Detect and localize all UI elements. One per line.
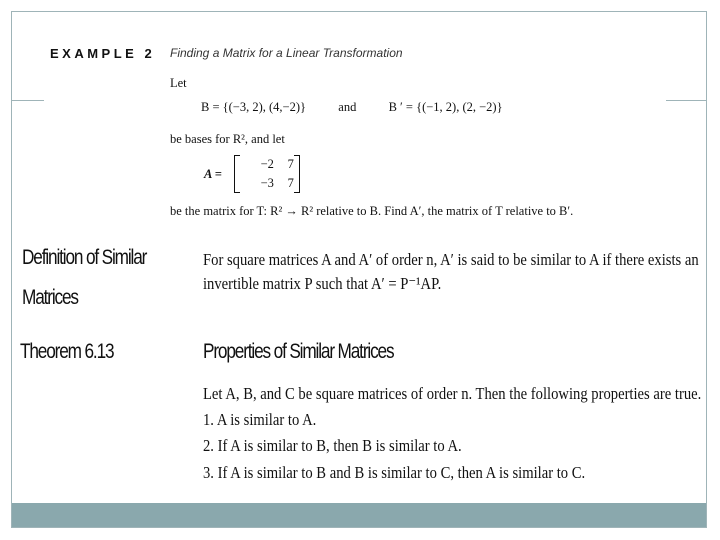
property-item: 2. If A is similar to B, then B is similar to A.	[203, 436, 462, 455]
matrix-a	[234, 155, 300, 193]
property-item: 1. A is similar to A.	[203, 410, 317, 429]
matrix-cell: 7	[287, 176, 294, 190]
matrix-cell: 7	[287, 157, 294, 171]
divider-right	[664, 100, 706, 101]
definition-text-continued: invertible matrix P such that A′ = P⁻¹AP.	[203, 274, 442, 293]
basis-and: and	[338, 100, 357, 114]
example-be-the-matrix: be the matrix for T: R² → R² relative to B. Find A′, the matrix of T relative to B′.	[170, 204, 574, 218]
theorem-label: Theorem 6.13	[20, 340, 114, 363]
example-label: EXAMPLE 2	[50, 46, 156, 61]
example-box	[44, 38, 666, 224]
example-be-bases: be bases for R², and let	[170, 132, 285, 146]
matrix-expression	[204, 154, 300, 194]
footer-band	[12, 503, 706, 527]
basis-b: B = {(−3, 2), (4,−2)}	[201, 100, 307, 114]
matrix-cell: −3	[260, 176, 274, 190]
definition-label-continued: Matrices	[22, 286, 78, 309]
matrix-name: A =	[204, 166, 222, 181]
definition-text: For square matrices A and A′ of order n, A′ is said to be similar to A if there exists an	[203, 250, 699, 269]
theorem-intro: Let A, B, and C be square matrices of order n. Then the following properties are true.	[203, 384, 702, 403]
property-item: 3. If A is similar to B and B is similar to C, then A is similar to C.	[203, 463, 586, 482]
basis-b-prime: B ′ = {(−1, 2), (2, −2)}	[388, 100, 503, 114]
example-bases	[201, 100, 503, 115]
definition-label: Definition of Similar	[22, 246, 147, 269]
divider-left	[12, 100, 44, 101]
matrix-cell: −2	[260, 157, 274, 171]
example-title: Finding a Matrix for a Linear Transformation	[170, 46, 403, 60]
theorem-title: Properties of Similar Matrices	[203, 340, 394, 363]
example-let: Let	[170, 76, 187, 90]
